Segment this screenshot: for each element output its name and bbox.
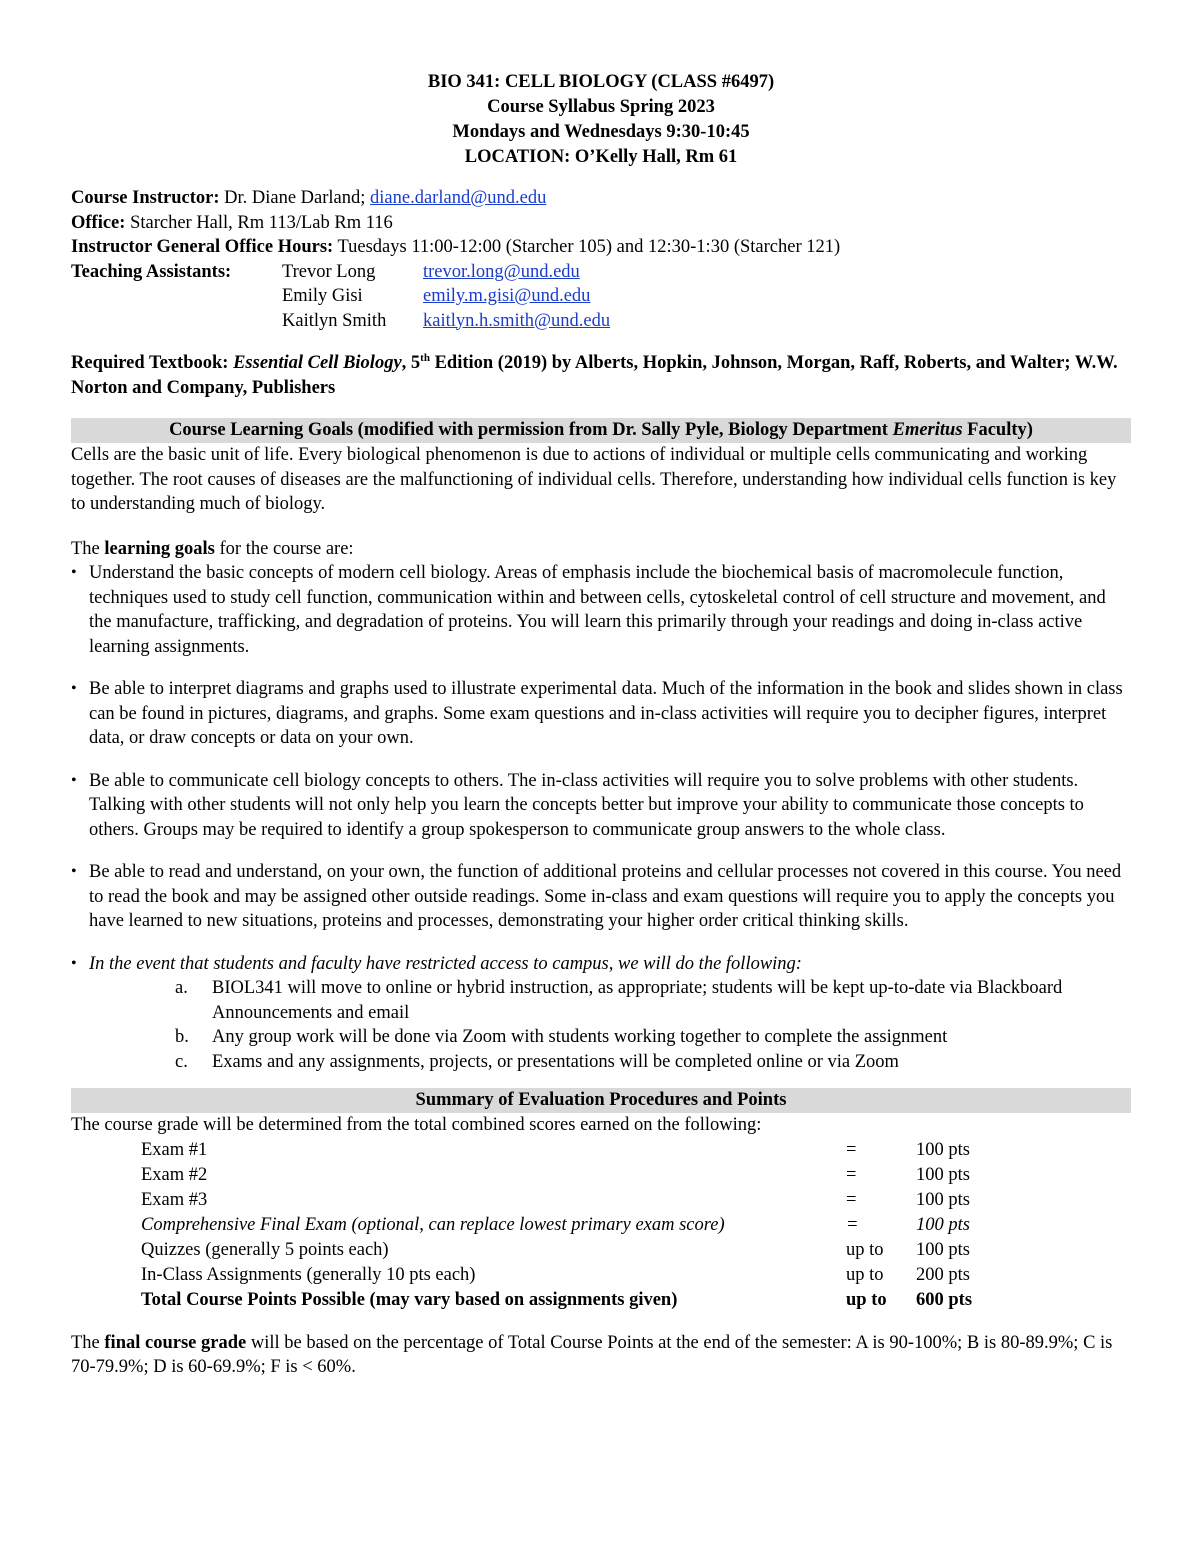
heading-text-end: Faculty) (962, 420, 1033, 440)
lead-text-end: for the course are: (214, 538, 354, 559)
syllabus-term: Course Syllabus Spring 2023 (487, 97, 715, 117)
goals-list (71, 561, 1131, 976)
office-hours-label: Instructor General Office Hours: (71, 237, 334, 257)
row-item: Exam #1 (141, 1139, 208, 1160)
instructor-row (71, 186, 1131, 211)
row-item: Exam #3 (141, 1189, 208, 1210)
bullet-icon: • (71, 680, 77, 697)
textbook-details: Edition (2019) by Alberts, Hopkin, Johnson, Morgan, Raff, Roberts, and Walter; W.W. Norton and Company, Publishers (71, 353, 1118, 398)
office-value: Starcher Hall, Rm 113/Lab Rm 116 (125, 212, 393, 233)
table-row (71, 1163, 1131, 1188)
row-operator: = (846, 1164, 857, 1185)
goals-lead (71, 537, 1131, 562)
item-letter: b. (175, 1027, 189, 1047)
table-row-total (71, 1288, 1131, 1313)
goal-text: Be able to communicate cell biology concepts to others. The in-class activities will require you to solve problems with other students. Talking with other students will not only help you learn the concepts better but improve your ability to communicate those concepts to others. Groups may be required to identify a group spokesperson to communicate group answers to the whole class. (89, 770, 1084, 840)
evaluation-heading: Summary of Evaluation Procedures and Points (71, 1088, 1131, 1113)
list-item (175, 976, 1131, 1025)
item-letter: a. (175, 978, 188, 998)
row-operator: = (846, 1214, 859, 1235)
list-item (71, 561, 1131, 659)
final-grade-paragraph (71, 1331, 1131, 1380)
required-textbook (71, 351, 1131, 400)
ta-email-link[interactable]: emily.m.gisi@und.edu (423, 286, 591, 306)
row-item: Total Course Points Possible (may vary based on assignments given) (141, 1289, 678, 1310)
list-item (71, 860, 1131, 934)
bullet-icon: • (71, 771, 77, 789)
textbook-title: Essential Cell Biology (233, 353, 402, 373)
list-item (71, 677, 1131, 751)
teaching-assistants (71, 260, 1131, 334)
instructor-info (71, 186, 1131, 333)
row-points: 100 pts (916, 1239, 970, 1260)
course-title: BIO 341: CELL BIOLOGY (CLASS #6497) (427, 72, 775, 92)
table-row (71, 1188, 1131, 1213)
office-hours-value: Tuesdays 11:00-12:00 (Starcher 105) and 12:30-1:30 (Starcher 121) (333, 237, 841, 257)
row-operator: up to (846, 1289, 887, 1310)
goal-text: Be able to read and understand, on your own, the function of additional proteins and cellular processes not covered in this course. You need to read the book and may be assigned other outside readings. Some in-class and exam questions will require you to apply the concepts you have learned to new situations, proteins and processes, demonstrating your higher order critical thinking skills. (89, 862, 1122, 931)
item-text: BIOL341 will move to online or hybrid instruction, as appropriate; students will be kept up-to-date via Blackboard Announcements and email (212, 978, 1063, 1023)
list-item (175, 1050, 1131, 1075)
goal-text: Understand the basic concepts of modern cell biology. Areas of emphasis include the biochemical basis of macromolecule function, techniques used to study cell function, communication within and between cells, cytoskeletal control of cell structure and movement, and the manufacture, trafficking, and degradation of proteins. You will learn this primarily through your readings and doing in-class active learning assignments. (89, 563, 1106, 657)
list-item (175, 1025, 1131, 1050)
row-item: Exam #2 (141, 1164, 208, 1185)
instructor-label: Course Instructor: (71, 188, 220, 208)
row-points: 100 pts (916, 1164, 970, 1185)
ta-label: Teaching Assistants: (71, 261, 232, 282)
list-item (71, 952, 1131, 977)
goals-intro: Cells are the basic unit of life. Every biological phenomenon is due to actions of individual or multiple cells communicating and working together. The root causes of diseases are the malfunctioning of individual cells. Therefore, understanding how individual cells function is key to understanding much of biology. (71, 445, 1117, 514)
ta-name: Emily Gisi (282, 286, 363, 306)
ta-email-link[interactable]: kaitlyn.h.smith@und.edu (423, 310, 611, 331)
row-operator: up to (846, 1239, 884, 1260)
row-points: 600 pts (916, 1289, 973, 1310)
ta-email-link[interactable]: trevor.long@und.edu (423, 261, 580, 282)
bullet-icon: • (71, 954, 77, 972)
ta-name: Kaitlyn Smith (282, 310, 387, 331)
table-row (71, 1138, 1131, 1163)
lead-text: The (71, 538, 105, 559)
textbook-edition-suffix: th (420, 351, 430, 364)
learning-goals-heading (71, 418, 1131, 443)
restricted-access-list (71, 976, 1131, 1074)
ta-name: Trevor Long (282, 261, 376, 282)
row-item: Quizzes (generally 5 points each) (141, 1239, 389, 1260)
instructor-email-link[interactable]: diane.darland@und.edu (370, 188, 547, 208)
textbook-edition: , 5 (401, 353, 421, 373)
item-letter: c. (175, 1051, 188, 1072)
row-points: 100 pts (916, 1189, 970, 1210)
row-operator: = (846, 1189, 857, 1210)
heading-emphasis: Emeritus (892, 420, 963, 440)
bullet-icon: • (71, 564, 77, 581)
table-row (71, 1263, 1131, 1288)
item-text: Exams and any assignments, projects, or presentations will be completed online or via Zoom (212, 1051, 899, 1072)
evaluation-intro: The course grade will be determined from the total combined scores earned on the following: (71, 1115, 762, 1135)
final-text: The (71, 1332, 105, 1353)
row-item: In-Class Assignments (generally 10 pts each) (141, 1264, 476, 1285)
table-row (71, 1238, 1131, 1263)
lead-bold: learning goals (104, 538, 215, 559)
final-bold: final course grade (104, 1332, 247, 1353)
office-hours-row (71, 235, 1131, 260)
syllabus-page (71, 70, 1131, 1380)
list-item (71, 769, 1131, 843)
row-points: 100 pts (916, 1139, 970, 1160)
points-table (71, 1138, 1131, 1313)
row-operator: = (846, 1139, 857, 1160)
row-item: Comprehensive Final Exam (optional, can replace lowest primary exam score) (141, 1214, 725, 1235)
restricted-access-intro: In the event that students and faculty have restricted access to campus, we will do the following: (89, 953, 802, 974)
goal-text: Be able to interpret diagrams and graphs used to illustrate experimental data. Much of the information in the book and slides shown in class can be found in pictures, diagrams, and graphs. Some exam questions and in-class activities will require you to decipher figures, interpret data, or draw concepts or data on your own. (89, 679, 1123, 748)
row-points: 100 pts (916, 1214, 970, 1235)
office-row (71, 211, 1131, 236)
row-operator: up to (846, 1264, 884, 1285)
instructor-name: Dr. Diane Darland; (219, 188, 371, 208)
bullet-icon: • (71, 863, 77, 880)
office-label: Office: (71, 212, 126, 233)
meeting-times: Mondays and Wednesdays 9:30-10:45 (452, 122, 750, 142)
final-text-end: will be based on the percentage of Total Course Points at the end of the semester: A is 90-100%; B is 80-89.9%; C is 70-79.9%; D is 60-69.9%; F is < 60%. (71, 1332, 1113, 1377)
table-row (71, 1213, 1131, 1238)
row-points: 200 pts (916, 1264, 970, 1285)
textbook-label: Required Textbook: (71, 353, 234, 373)
location: LOCATION: O’Kelly Hall, Rm 61 (464, 147, 738, 167)
item-text: Any group work will be done via Zoom with students working together to complete the assignment (212, 1027, 948, 1047)
heading-text: Course Learning Goals (modified with permission from Dr. Sally Pyle, Biology Department (169, 420, 893, 440)
